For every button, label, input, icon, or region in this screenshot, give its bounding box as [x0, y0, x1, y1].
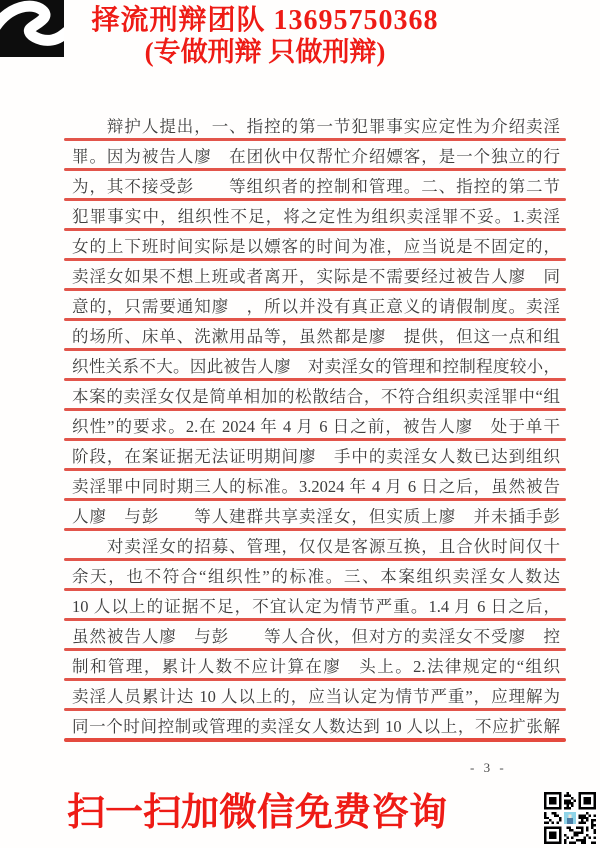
page-number: - 3 -: [470, 760, 507, 775]
document-line: 卖淫人员累计达 10 人以上的，应当认定为情节严重”，应理解为: [72, 682, 560, 712]
document-line: 意的，只需要通知廖 ，所以并没有真正意义的请假制度。卖淫: [72, 292, 560, 322]
document-line: 的场所、床单、洗漱用品等，虽然都是廖 提供，但这一点和组: [72, 322, 560, 352]
document-line: 同一个时间控制或管理的卖淫女人数达到 10 人以上，不应扩张解: [72, 712, 560, 742]
document-line: 虽然被告人廖 与彭 等人合伙，但对方的卖淫女不受廖 控: [72, 622, 560, 652]
document-line: 罪。因为被告人廖 在团伙中仅帮忙介绍嫖客，是一个独立的行: [72, 142, 560, 172]
document-line: 女的上下班时间实际是以嫖客的时间为准，应当说是不固定的，: [72, 232, 560, 262]
document-line: 辩护人提出，一、指控的第一节犯罪事实应定性为介绍卖淫: [72, 112, 560, 142]
document-line: 阶段，在案证据无法证明期间廖 手中的卖淫女人数已达到组织: [72, 442, 560, 472]
document-line: 本案的卖淫女仅是简单相加的松散结合，不符合组织卖淫罪中“组: [72, 382, 560, 412]
document-line: 人廖 与彭 等人建群共享卖淫女，但实质上廖 并未插手彭: [72, 502, 560, 532]
document-line: 织性”的要求。2.在 2024 年 4 月 6 日之前，被告人廖 处于单干: [72, 412, 560, 442]
document-line: 卖淫女如果不想上班或者离开，实际是不需要经过被告人廖 同: [72, 262, 560, 292]
ad-footer-cta: 扫一扫加微信免费咨询: [66, 792, 447, 834]
ad-header: [0, 4, 530, 69]
document-line: 为，其不接受彭 等组织者的控制和管理。二、指控的第二节: [72, 172, 560, 202]
document-text-block: [72, 112, 560, 742]
document-line: 制和管理，累计人数不应计算在廖 头上。2.法律规定的“组织: [72, 652, 560, 682]
document-line: 犯罪事实中，组织性不足，将之定性为组织卖淫罪不妥。1.卖淫: [72, 202, 560, 232]
document-line: 10 人以上的证据不足，不宜认定为情节严重。1.4 月 6 日之后，: [72, 592, 560, 622]
document-line: 卖淫罪中同时期三人的标准。3.2024 年 4 月 6 日之后，虽然被告: [72, 472, 560, 502]
ad-header-slogan: (专做刑辩 只做刑辩): [144, 37, 386, 68]
document-line: 余天，也不符合“组织性”的标准。三、本案组织卖淫女人数达: [72, 562, 560, 592]
ad-header-team-phone: 择流刑辩团队 13695750368: [91, 5, 439, 36]
wechat-qr-code-icon: [544, 792, 596, 844]
document-line: 对卖淫女的招募、管理，仅仅是客源互换，且合伙时间仅十: [72, 532, 560, 562]
document-line: 织性关系不大。因此被告人廖 对卖淫女的管理和控制程度较小，: [72, 352, 560, 382]
